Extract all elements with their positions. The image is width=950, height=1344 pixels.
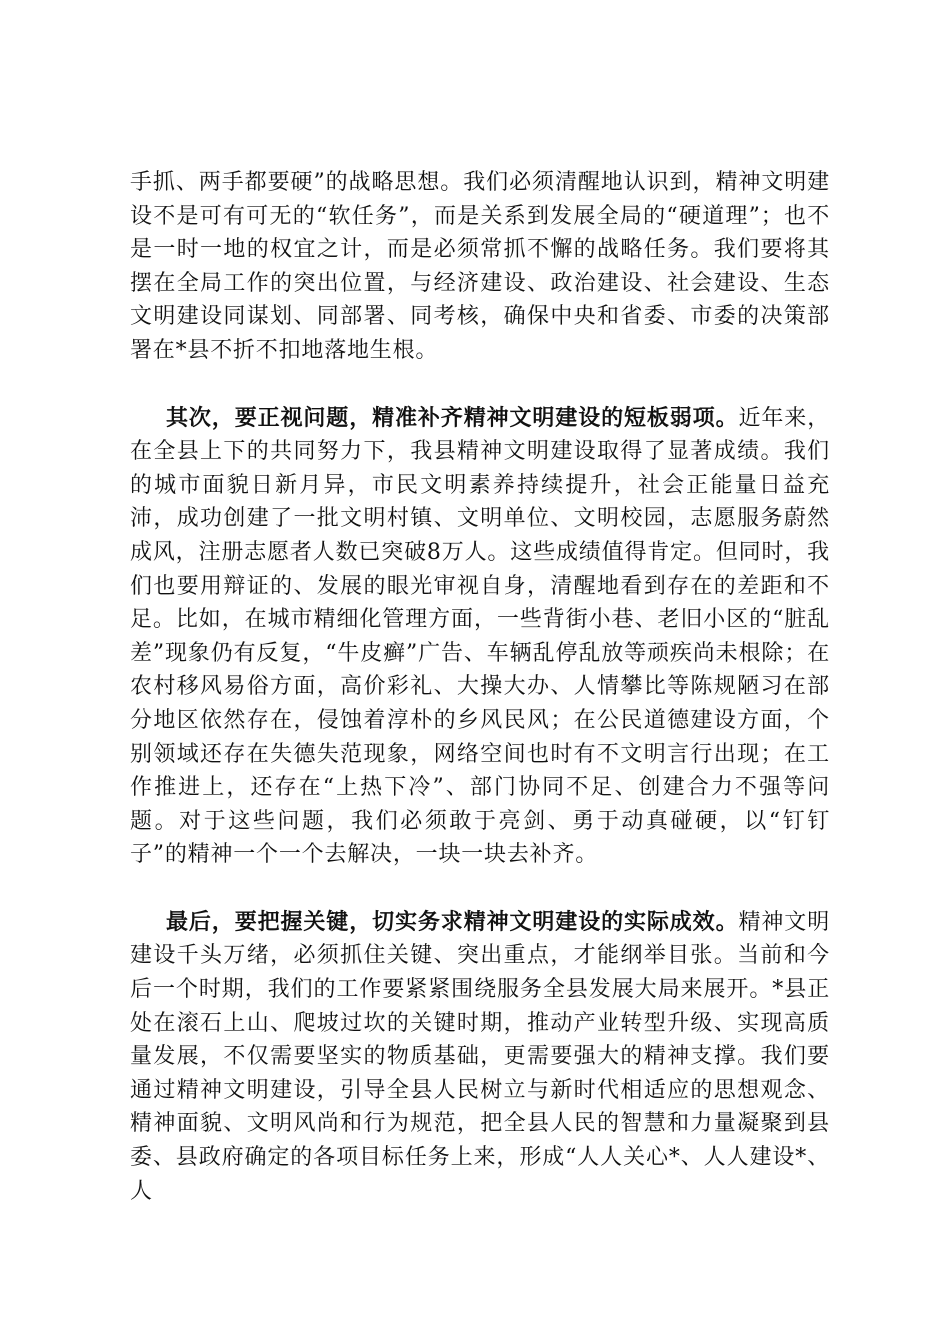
paragraph-2 [130, 402, 830, 872]
paragraph-1 [130, 166, 830, 368]
paragraph-3-lead: 最后，要把握关键，切实务求精神文明建设的实际成效。 [166, 908, 739, 935]
paragraph-2-lead: 其次，要正视问题，精准补齐精神文明建设的短板弱项。 [166, 404, 739, 431]
paragraph-3 [130, 906, 830, 1208]
paragraph-1-body: 手抓、两手都要硬”的战略思想。我们必须清醒地认识到，精神文明建设不是可有可无的“软任务”，而是关系到发展全局的“硬道理”；也不是一时一地的权宜之计，而是必须常抓不懈的战略任务。我们要将其摆在全局工作的突出位置，与经济建设、政治建设、社会建设、生态文明建设同谋划、同部署、同考核，确保中央和省委、市委的决策部署在*县不折不扣地落地生根。 [130, 170, 830, 363]
paragraph-2-body: 近年来，在全县上下的共同努力下，我县精神文明建设取得了显著成绩。我们的城市面貌日新月异，市民文明素养持续提升，社会正能量日益充沛，成功创建了一批文明村镇、文明单位、文明校园，志愿服务蔚然成风，注册志愿者人数已突破8万人。这些成绩值得肯定。但同时，我们也要用辩证的、发展的眼光审视自身，清醒地看到存在的差距和不足。比如，在城市精细化管理方面，一些背街小巷、老旧小区的“脏乱差”现象仍有反复，“牛皮癣”广告、车辆乱停乱放等顽疾尚未根除；在农村移风易俗方面，高价彩礼、大操大办、人情攀比等陈规陋习在部分地区依然存在，侵蚀着淳朴的乡风民风；在公民道德建设方面，个别领域还存在失德失范现象，网络空间也时有不文明言行出现；在工作推进上，还存在“上热下冷”、部门协同不足、创建合力不强等问题。对于这些问题，我们必须敢于亮剑、勇于动真碰硬，以“钉钉子”的精神一个一个去解决，一块一块去补齐。 [130, 405, 830, 868]
paragraph-3-body: 精神文明建设千头万绪，必须抓住关键、突出重点，才能纲举目张。当前和今后一个时期，我们的工作要紧紧围绕服务全县发展大局来展开。*县正处在滚石上山、爬坡过坎的关键时期，推动产业转型升级、实现高质量发展，不仅需要坚实的物质基础，更需要强大的精神支撑。我们要通过精神文明建设，引导全县人民树立与新时代相适应的思想观念、精神面貌、文明风尚和行为规范，把全县人民的智慧和力量凝聚到县委、县政府确定的各项目标任务上来，形成“人人关心*、人人建设*、人 [130, 909, 830, 1204]
document-page [130, 166, 830, 1208]
